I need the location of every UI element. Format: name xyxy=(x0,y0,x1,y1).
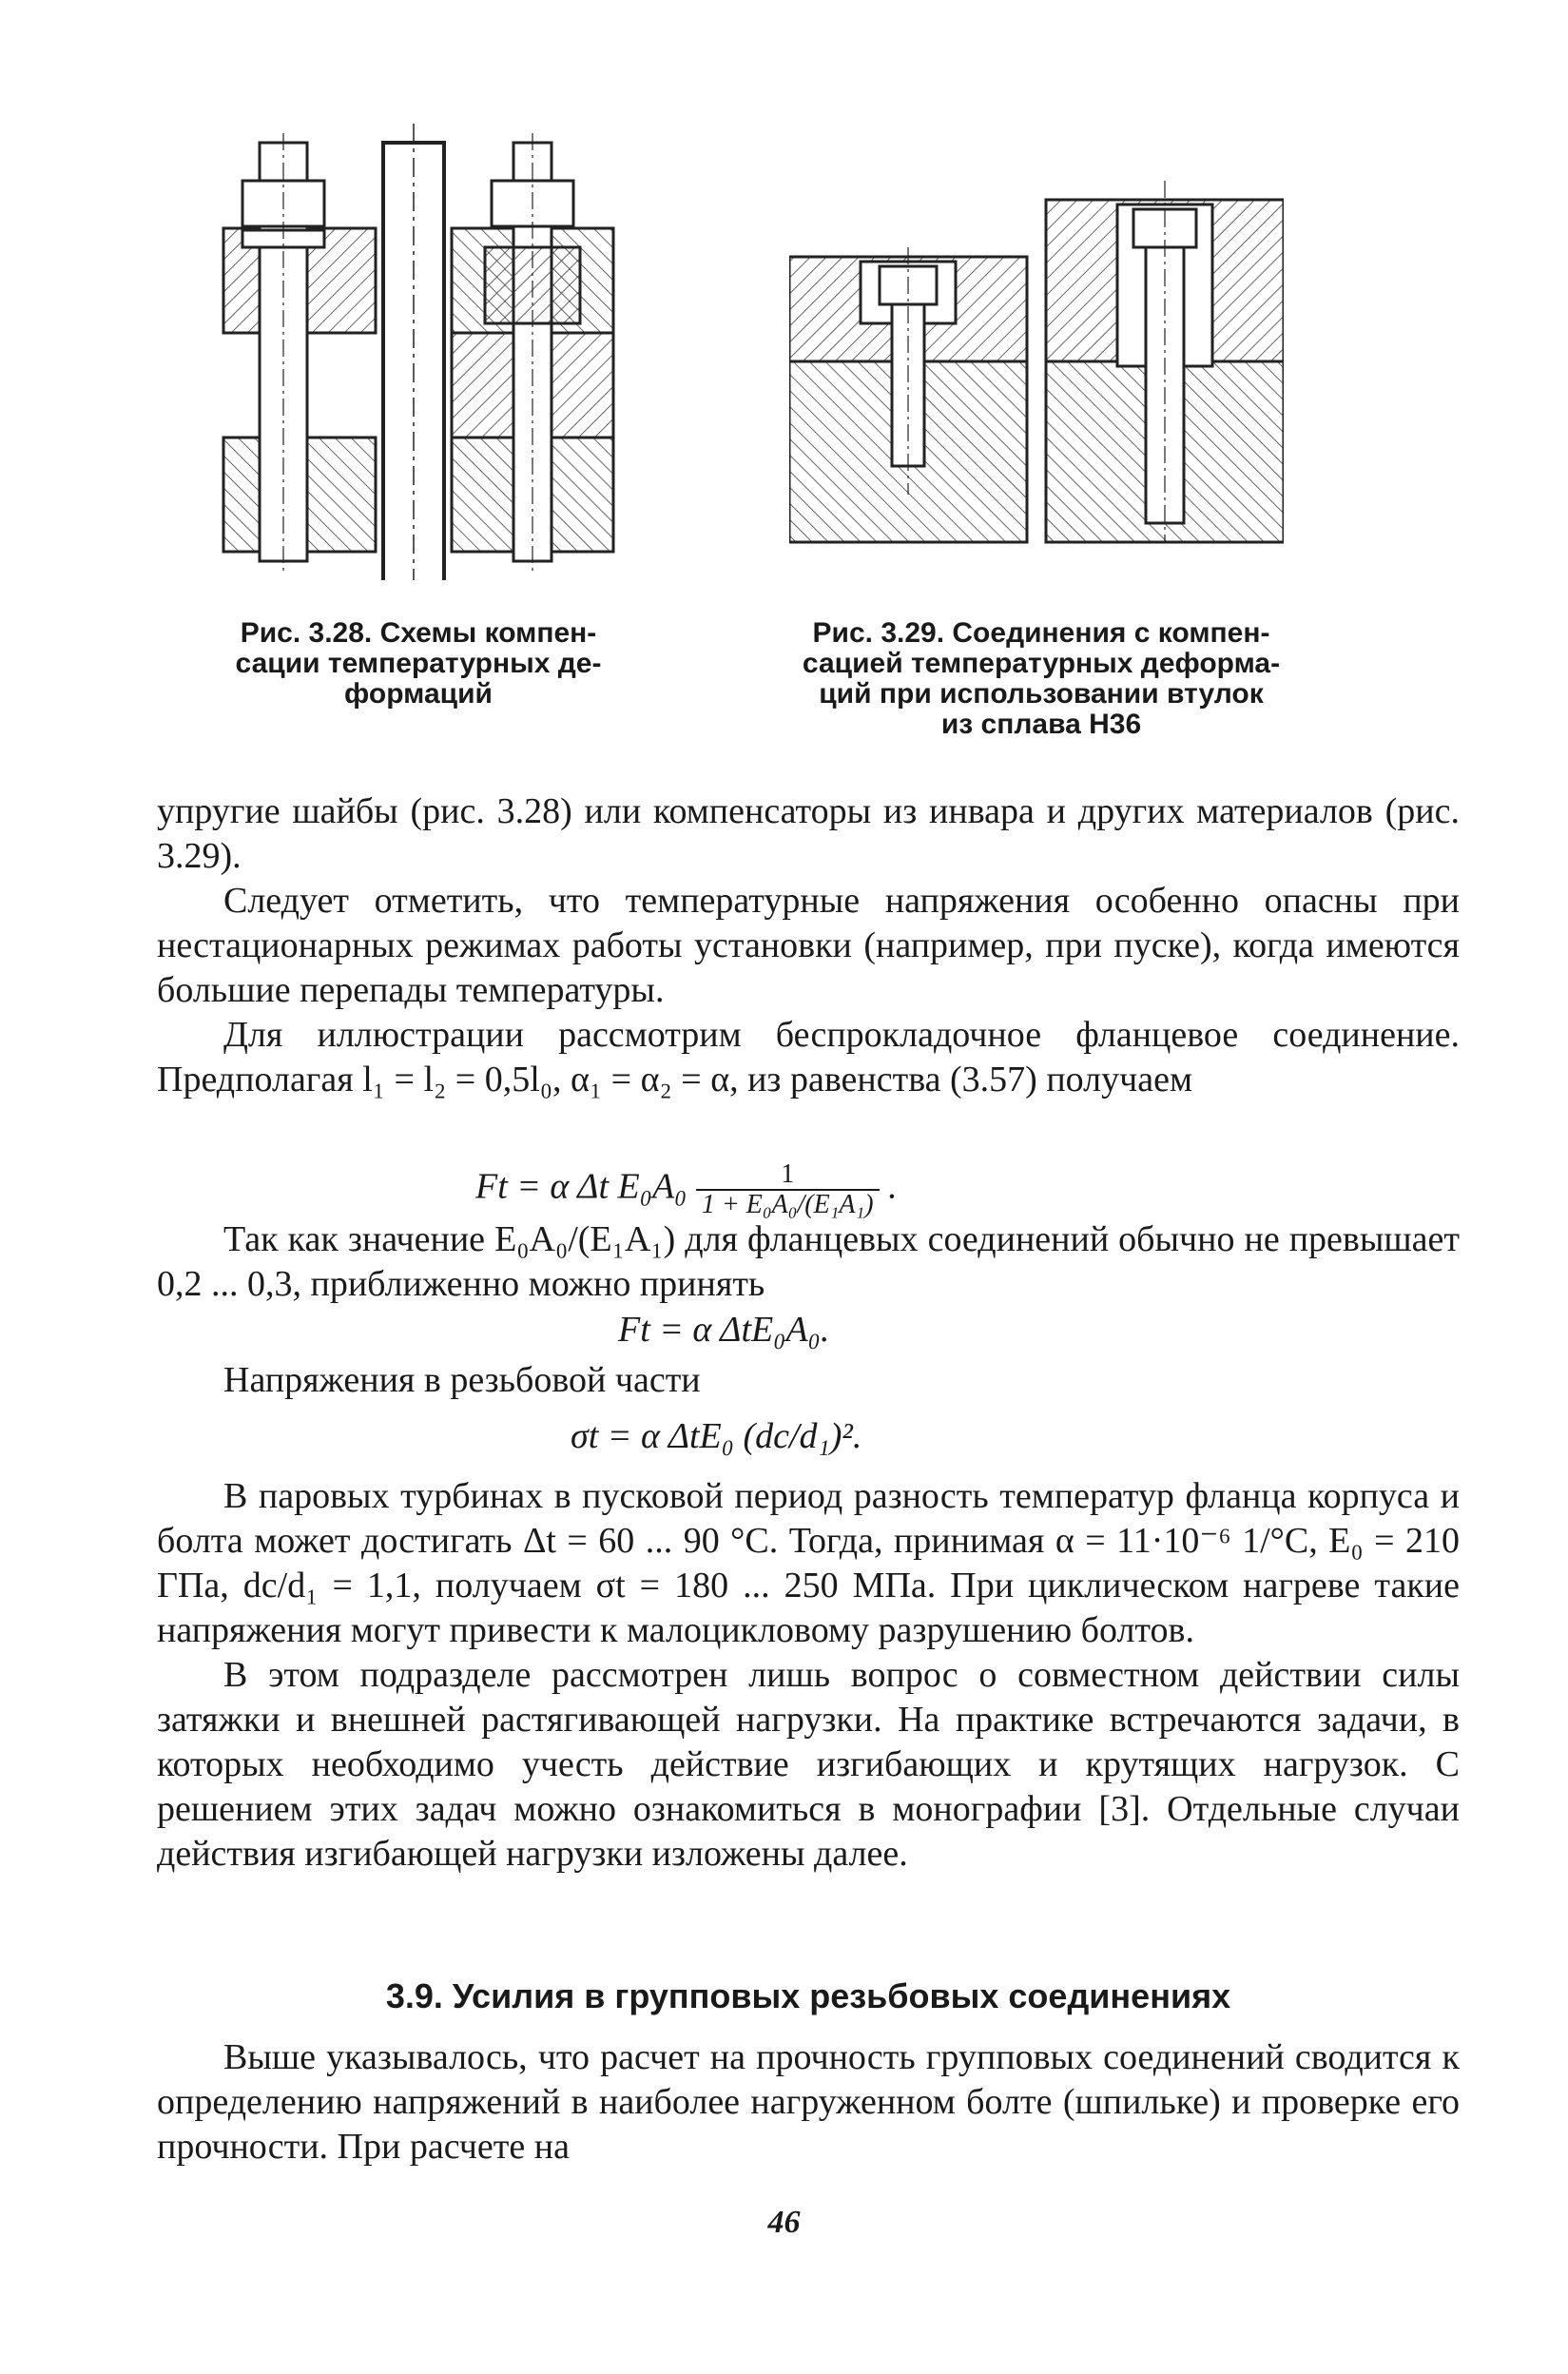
paragraph: Следует отметить, что температурные напряжения особенно опасны при нестационарных режимах работы установки (например, при пуске), когда имеются большие перепады температуры. xyxy=(157,881,1460,1010)
caption-line: формаций xyxy=(344,678,493,710)
text-block-5 xyxy=(157,2035,1460,2170)
figure-3-28-caption xyxy=(219,618,618,710)
caption-line: из сплава Н36 xyxy=(940,709,1142,740)
text-block-3 xyxy=(157,1358,1460,1403)
caption-line: ций при использовании втулок xyxy=(819,678,1264,710)
fraction-numerator: 1 xyxy=(696,1160,880,1191)
figure-3-29-drawing xyxy=(789,181,1284,552)
formula-force xyxy=(475,1160,898,1219)
caption-line: сацией температурных деформа- xyxy=(802,648,1281,679)
formula-lhs: Ft = α Δt E₀A₀ xyxy=(475,1166,687,1207)
formula-tail: . xyxy=(888,1166,898,1207)
fraction-denominator: 1 + E₀A₀/(E₁A₁) xyxy=(701,1190,874,1219)
paragraph: Выше указывалось, что расчет на прочность групповых соединений сводится к определению напряжений в наиболее нагруженном болте (шпильке) и проверке его прочности. При расчете на xyxy=(157,2037,1460,2167)
text-block-2 xyxy=(157,1217,1460,1307)
text-block-4 xyxy=(157,1474,1460,1877)
paragraph: Для иллюстрации рассмотрим беспрокладочное фланцевое соединение. Предполагая l₁ = l₂ = 0,5l₀, α₁ = α₂ = α, из равенства (3.57) получаем xyxy=(157,1015,1460,1099)
caption-line: Рис. 3.29. Соединения с компен- xyxy=(812,617,1270,649)
figure-3-29-caption xyxy=(761,618,1322,740)
paragraph: Напряжения в резьбовой части xyxy=(223,1360,701,1400)
figure-3-28-drawing xyxy=(214,124,632,580)
formula-text: σt = α ΔtE₀ (dc/d₁)². xyxy=(571,1416,862,1456)
section-heading: 3.9. Усилия в групповых резьбовых соединениях xyxy=(385,1976,1231,2015)
formula-fraction xyxy=(696,1160,880,1219)
paragraph: В этом подразделе рассмотрен лишь вопрос о совместном действии силы затяжки и внешней растягивающей нагрузки. На практике встречаются задачи, в которых необходимо учесть действие изгибающих и крутящих нагрузок. С решением этих задач можно ознакомиться в монографии [3]. Отдельные случаи действия изгибающей нагрузки изложены далее. xyxy=(157,1655,1460,1874)
formula-force-approx xyxy=(618,1311,829,1349)
page-number: 46 xyxy=(767,2205,801,2240)
caption-line: сации температурных де- xyxy=(235,648,602,679)
formula-stress xyxy=(571,1417,861,1455)
paragraph: В паровых турбинах в пусковой период разность температур фланца корпуса и болта может достигать Δt = 60 ... 90 °С. Тогда, принимая α = 11·10⁻⁶ 1/°С, E₀ = 210 ГПа, dc/d₁ = 1,1, получаем σt = 180 ... 250 МПа. При циклическом нагреве такие напряжения могут привести к малоцикловому разрушению болтов. xyxy=(157,1476,1460,1650)
paragraph: Так как значение E₀A₀/(E₁A₁) для фланцевых соединений обычно не превышает 0,2 ... 0,3, приближенно можно принять xyxy=(157,1219,1460,1304)
text-block-1 xyxy=(157,789,1460,1102)
paragraph: упругие шайбы (рис. 3.28) или компенсаторы из инвара и других материалов (рис. 3.29). xyxy=(157,791,1460,876)
formula-text: Ft = α ΔtE₀A₀. xyxy=(618,1310,830,1350)
caption-line: Рис. 3.28. Схемы компен- xyxy=(240,617,597,649)
